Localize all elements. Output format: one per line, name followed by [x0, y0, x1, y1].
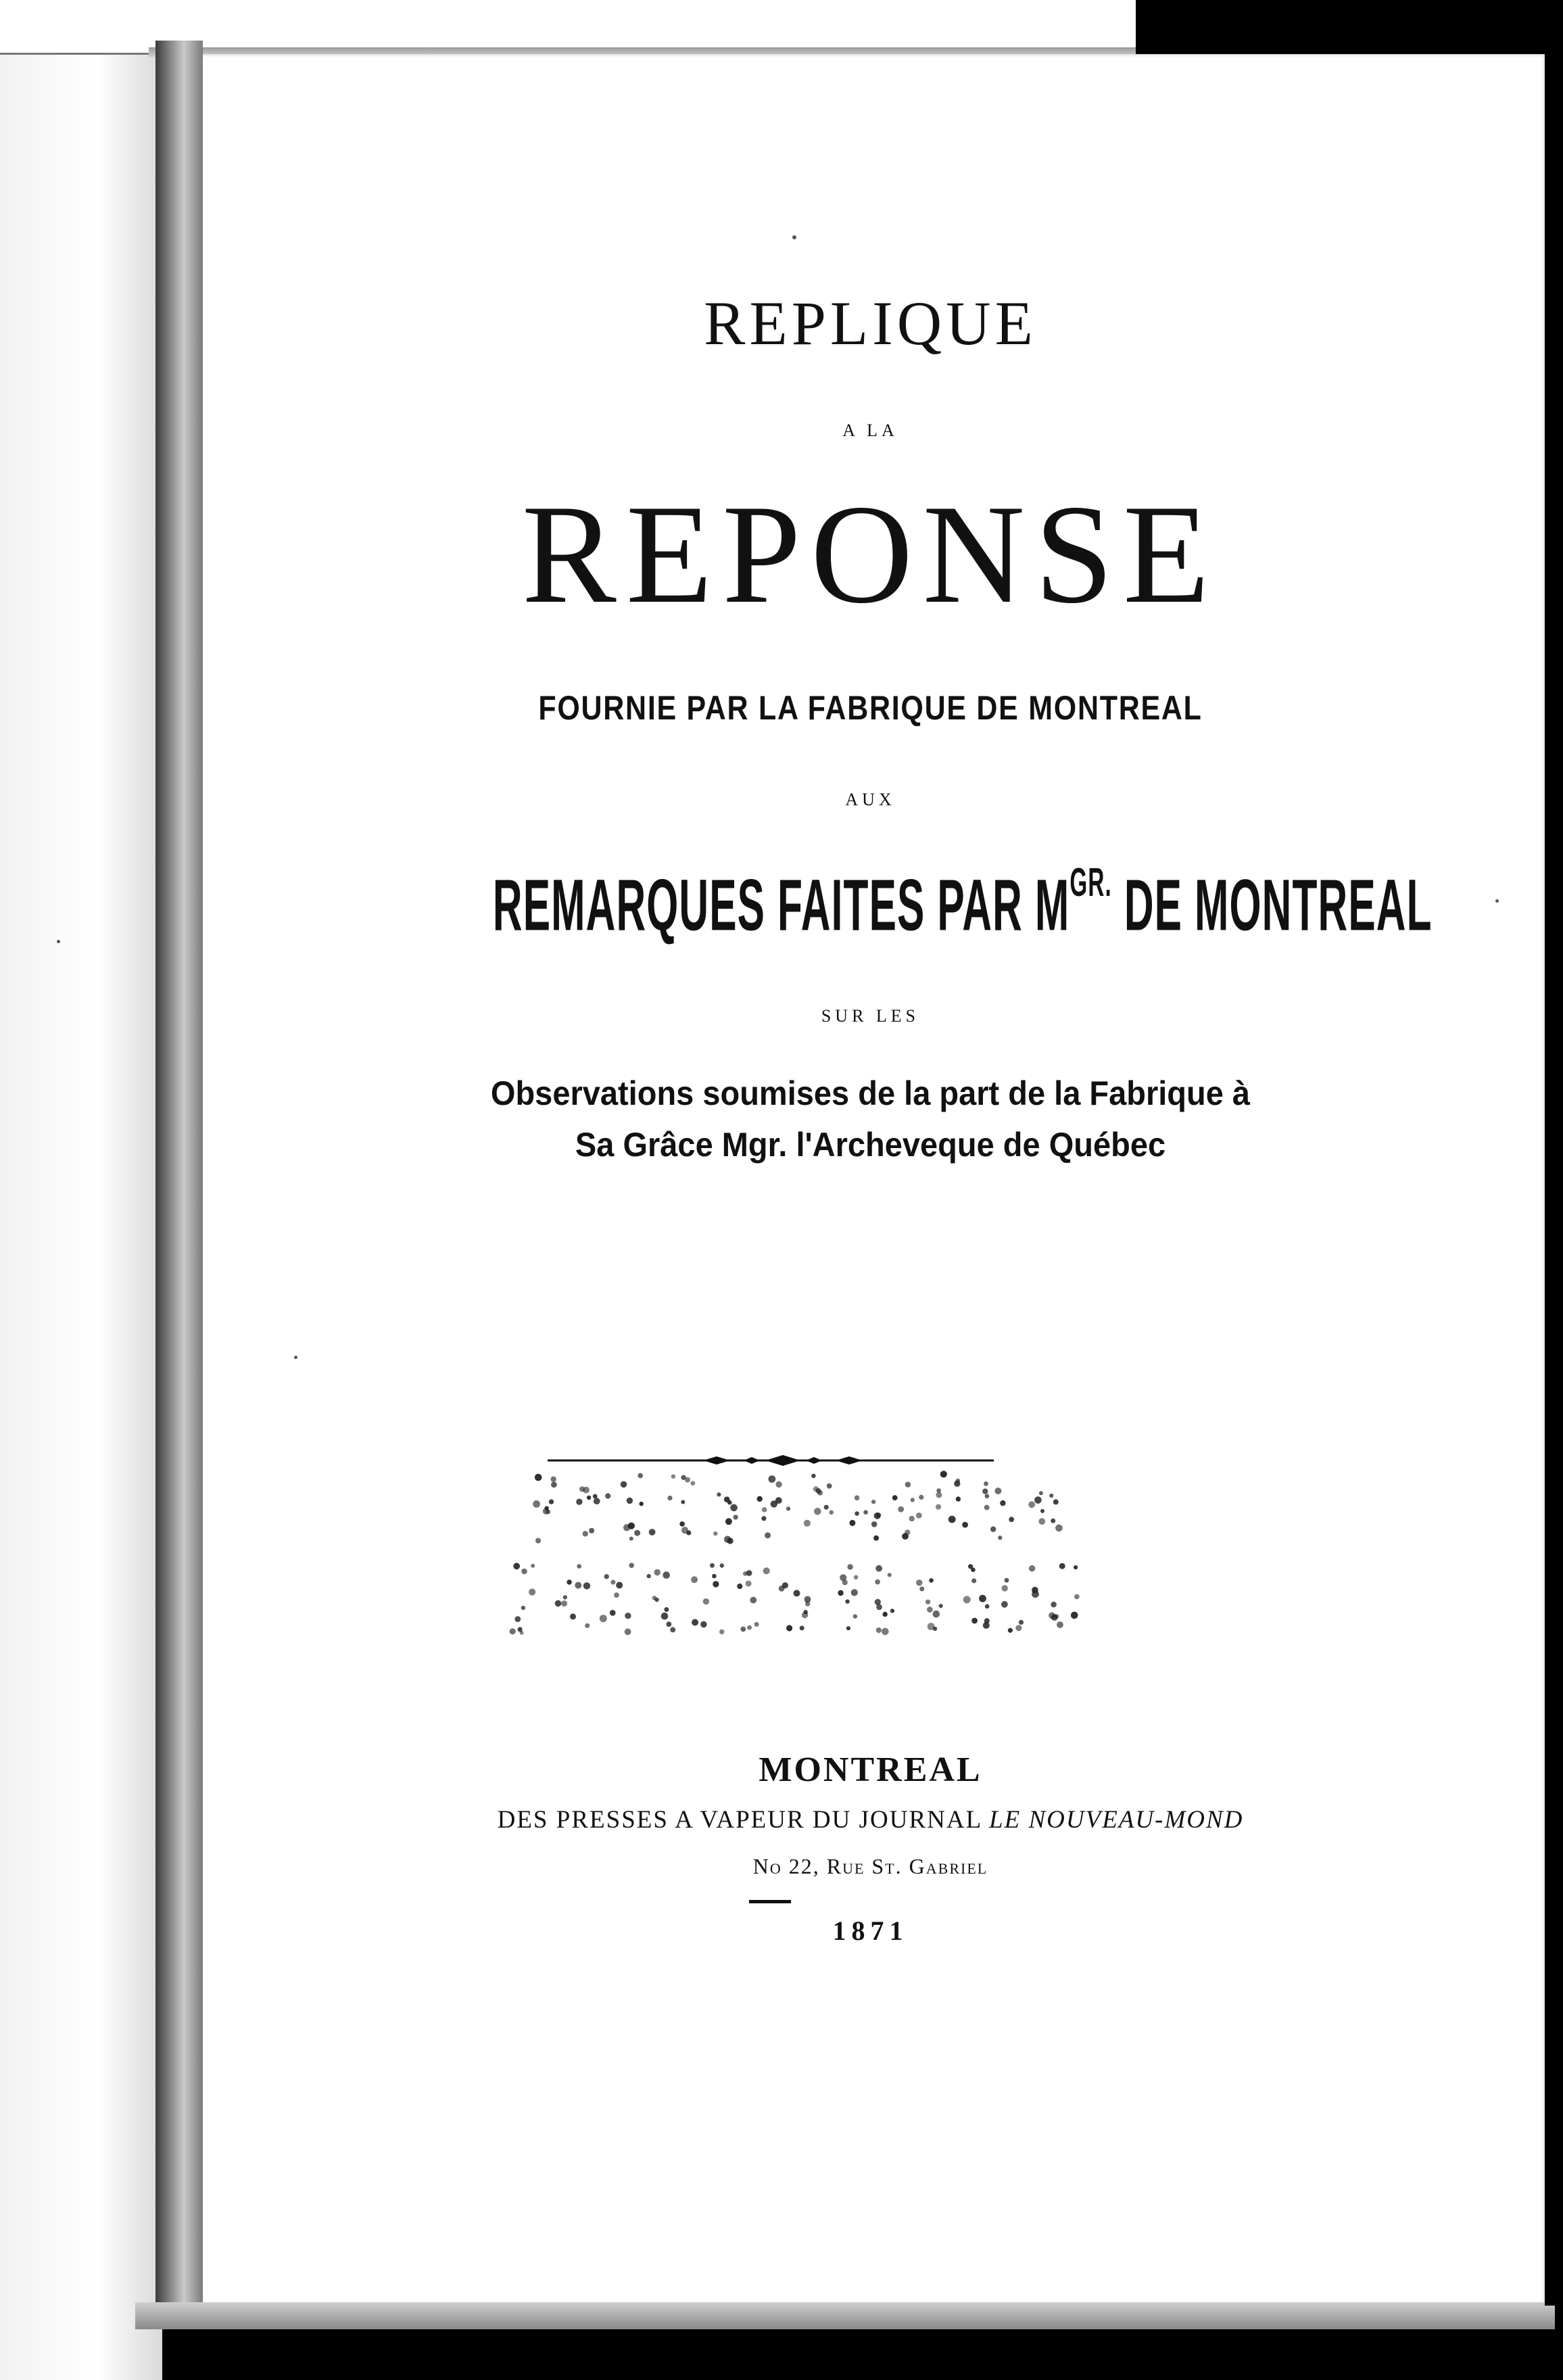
stamp-perforation-dot — [664, 1607, 669, 1612]
stamp-perforation-dot — [583, 1531, 588, 1536]
stamp-perforation-dot — [936, 1504, 941, 1510]
stamp-perforation-dot — [905, 1482, 911, 1488]
stamp-perforation-dot — [762, 1507, 767, 1513]
stamp-perforation-dot — [692, 1619, 698, 1626]
stamp-perforation-dot — [890, 1609, 894, 1613]
stamp-perforation-dot — [1000, 1500, 1005, 1506]
stamp-perforation-dot — [663, 1571, 670, 1579]
stamp-perforation-dot — [1001, 1601, 1008, 1608]
stamp-perforation-dot — [570, 1613, 576, 1619]
stamp-perforation-dot — [727, 1538, 734, 1544]
stamp-perforation-dot — [984, 1481, 988, 1486]
stamp-perforation-dot — [863, 1510, 868, 1515]
stamp-perforation-dot — [1053, 1499, 1059, 1504]
stamp-perforation-dot — [614, 1592, 619, 1598]
title-replique: REPLIQUE — [704, 289, 1037, 358]
stamp-perforation-dot — [827, 1483, 832, 1489]
stamp-perforation-dot — [640, 1502, 644, 1506]
stamp-perforation-dot — [671, 1475, 675, 1479]
stamp-perforation-dot — [954, 1481, 960, 1487]
stamp-perforation-dot — [719, 1629, 724, 1634]
stamp-perforation-dot — [720, 1563, 724, 1567]
stamp-perforation-dot — [985, 1604, 990, 1609]
stamp-perforation-dot — [533, 1500, 540, 1508]
stamp-perforation-dot — [994, 1488, 1001, 1494]
stamp-perforation-dot — [916, 1513, 922, 1519]
stamp-perforation-dot — [567, 1579, 572, 1585]
stamp-perforation-dot — [1051, 1602, 1057, 1608]
stamp-perforation-dot — [948, 1516, 956, 1523]
stamp-perforation-dot — [577, 1564, 581, 1569]
stamp-perforation-dot — [990, 1527, 996, 1532]
dust-speck — [792, 235, 796, 239]
stamp-perforation-dot — [929, 1578, 934, 1583]
stamp-perforation-dot — [1057, 1621, 1063, 1628]
stamp-perforation-dot — [979, 1595, 986, 1602]
stamp-perforation-dot — [691, 1576, 698, 1583]
stamp-perforation-dot — [936, 1488, 941, 1493]
stamp-perforation-dot — [968, 1564, 973, 1569]
imprint-press-prefix: DES PRESSES A VAPEUR DU JOURNAL — [497, 1806, 990, 1834]
stamp-perforation-dot — [727, 1500, 732, 1505]
stamp-perforation-dot — [681, 1500, 685, 1504]
stamp-perforation-dot — [531, 1564, 535, 1568]
stamp-perforation-dot — [875, 1599, 881, 1605]
stamp-perforation-dot — [521, 1569, 527, 1575]
stamp-perforation-dot — [888, 1573, 892, 1577]
stamp-perforation-dot — [871, 1500, 875, 1504]
stamp-perforation-dot — [667, 1621, 672, 1627]
title-reponse: REPONSE — [521, 476, 1220, 633]
stamp-perforation-dot — [691, 1481, 696, 1485]
stamp-perforation-dot — [882, 1628, 889, 1636]
stamp-perforation-dot — [1019, 1620, 1024, 1625]
stamp-perforation-dot — [520, 1631, 524, 1635]
stamp-perforation-dot — [855, 1496, 860, 1501]
stamp-perforation-dot — [627, 1498, 633, 1504]
stamp-perforation-dot — [1005, 1578, 1009, 1583]
stamp-perforation-dot — [983, 1622, 990, 1629]
stamp-perforation-dot — [654, 1569, 660, 1575]
dust-speck — [1495, 899, 1499, 903]
stamp-perforation-dot — [685, 1477, 690, 1483]
stamp-perforation-dot — [730, 1504, 738, 1512]
stamp-perforation-dot — [933, 1611, 940, 1618]
stamp-perforation-dot — [757, 1496, 763, 1502]
stamp-perforation-dot — [1049, 1494, 1053, 1498]
stamp-perforation-dot — [1059, 1563, 1065, 1569]
stamp-perforation-dot — [561, 1600, 567, 1606]
imprint-year: 1871 — [832, 1915, 909, 1946]
stamp-perforation-dot — [746, 1570, 752, 1576]
stamp-perforation-dot — [804, 1520, 811, 1527]
remarques-main-text: REMARQUES FAITES PAR M — [492, 863, 1070, 946]
stamp-perforation-dot — [604, 1574, 609, 1579]
stamp-perforation-dot — [971, 1578, 976, 1583]
stamp-perforation-dot — [804, 1596, 811, 1603]
stamp-perforation-dot — [725, 1518, 732, 1525]
stamp-perforation-dot — [782, 1582, 788, 1588]
stamp-perforation-dot — [551, 1477, 556, 1482]
stamp-perforation-dot — [605, 1493, 610, 1498]
stamp-perforation-dot — [1051, 1519, 1055, 1523]
stamp-perforation-dot — [1028, 1501, 1035, 1508]
stamp-perforation-dot — [855, 1511, 859, 1516]
stamp-perforation-dot — [849, 1520, 855, 1526]
dust-speck — [57, 940, 60, 943]
stamp-perforation-dot — [998, 1536, 1002, 1540]
stamp-perforation-dot — [747, 1625, 752, 1630]
perforated-library-stamp — [494, 1454, 1102, 1663]
stamp-perforation-dot — [814, 1508, 821, 1515]
stamp-perforation-dot — [713, 1531, 717, 1536]
stamp-perforation-dot — [984, 1505, 990, 1510]
stamp-perforation-dot — [652, 1596, 656, 1600]
stamp-perforation-dot — [576, 1499, 582, 1505]
title-remarques — [492, 859, 1433, 946]
stamp-perforation-dot — [1029, 1565, 1035, 1571]
stamp-perforation-dot — [875, 1565, 882, 1572]
stamp-perforation-dot — [845, 1599, 849, 1603]
stamp-perforation-dot — [681, 1527, 688, 1533]
stamp-perforation-dot — [700, 1621, 707, 1628]
stamp-perforation-dot — [717, 1492, 721, 1496]
stamp-perforation-dot — [616, 1582, 623, 1589]
stamp-perforation-dot — [794, 1590, 800, 1596]
stamp-perforation-dot — [851, 1589, 858, 1596]
left-page-edge — [0, 0, 162, 2380]
stamp-perforation-dot — [585, 1623, 590, 1628]
stamp-perforation-dot — [916, 1579, 922, 1586]
connector-a-la: A LA — [842, 421, 898, 440]
stamp-perforation-dot — [1015, 1625, 1021, 1631]
stamp-perforation-dot — [940, 1471, 947, 1477]
stamp-perforation-dot — [514, 1616, 521, 1622]
stamp-perforation-dot — [600, 1615, 607, 1622]
stamp-perforation-dot — [510, 1628, 516, 1634]
stamp-perforation-dot — [625, 1613, 631, 1619]
stamp-perforation-dot — [933, 1627, 937, 1631]
stamp-perforation-dot — [638, 1473, 643, 1479]
stamp-perforation-dot — [670, 1627, 675, 1632]
stamp-perforation-dot — [892, 1495, 898, 1500]
stamp-perforation-dot — [1034, 1496, 1042, 1504]
stamp-perforation-dot — [898, 1506, 904, 1513]
stamp-perforation-dot — [521, 1606, 525, 1610]
stamp-perforation-dot — [629, 1537, 633, 1541]
stamp-perforation-dot — [710, 1563, 715, 1568]
stamp-perforation-dot — [623, 1524, 630, 1531]
stamp-perforation-dot — [587, 1496, 591, 1500]
right-scan-border — [1545, 54, 1563, 2306]
stamp-perforation-dot — [737, 1584, 742, 1589]
stamp-perforation-dot — [667, 1496, 672, 1500]
stamp-perforation-dot — [838, 1590, 843, 1596]
stamp-perforation-dot — [649, 1529, 656, 1536]
stamp-perforation-dot — [817, 1490, 823, 1496]
stamp-perforation-dot — [927, 1606, 933, 1613]
stamp-perforation-dot — [594, 1498, 600, 1504]
observations-line-1: Observations soumises de la part de la Fabrique à — [490, 1074, 1251, 1112]
stamp-perforation-dot — [535, 1538, 541, 1544]
stamp-perforation-dot — [555, 1600, 562, 1607]
stamp-perforation-dot — [746, 1581, 752, 1587]
stamp-perforation-dot — [549, 1499, 554, 1504]
stamp-perforation-dot — [876, 1513, 882, 1518]
stamp-perforation-dot — [765, 1532, 771, 1538]
stamp-perforation-dot — [634, 1530, 640, 1536]
stamp-perforation-dot — [1039, 1491, 1043, 1495]
stamp-perforation-dot — [1074, 1594, 1080, 1600]
book-spine-shadow — [155, 41, 203, 2306]
stamp-perforation-dot — [610, 1610, 616, 1616]
stamp-perforation-dot — [551, 1481, 557, 1488]
stamp-perforation-dot — [871, 1521, 877, 1527]
stamp-perforation-dot — [936, 1492, 942, 1498]
stamp-perforation-dot — [775, 1481, 781, 1488]
stamp-perforation-dot — [713, 1581, 719, 1587]
stamp-perforation-dot — [621, 1481, 627, 1488]
stamp-perforation-dot — [876, 1627, 882, 1633]
stamp-perforation-dot — [883, 1612, 888, 1617]
stamp-perforation-dot — [1071, 1612, 1078, 1619]
stamp-perforation-dot — [1009, 1517, 1014, 1522]
stamp-perforation-dot — [962, 1522, 968, 1528]
stamp-perforation-dot — [971, 1618, 978, 1624]
stamp-perforation-dot — [909, 1516, 915, 1521]
stamp-perforation-dot — [982, 1489, 988, 1494]
stamp-perforation-dot — [750, 1597, 756, 1604]
stamp-perforation-dot — [769, 1475, 776, 1483]
stamp-perforation-dot — [1040, 1509, 1044, 1513]
stamp-perforation-dot — [854, 1575, 859, 1580]
stamp-perforation-dot — [761, 1516, 766, 1521]
bottom-page-edge — [135, 2302, 1555, 2329]
stamp-perforation-dot — [873, 1536, 879, 1541]
stamp-perforation-dot — [661, 1613, 669, 1620]
imprint-press — [196, 1805, 1545, 1834]
stamp-perforation-dot — [733, 1515, 738, 1519]
stamp-perforation-dot — [575, 1582, 581, 1589]
stamp-perforation-dot — [610, 1580, 615, 1585]
stamp-perforation-dot — [563, 1595, 567, 1599]
imprint-city: MONTREAL — [759, 1751, 982, 1789]
stamp-perforation-dot — [629, 1563, 634, 1568]
stamp-perforation-dot — [679, 1521, 685, 1527]
stamp-perforation-dot — [919, 1587, 924, 1592]
stamp-perforation-dot — [802, 1612, 808, 1618]
stamp-perforation-dot — [763, 1567, 770, 1574]
imprint-address: No 22, Rue St. Gabriel — [752, 1854, 988, 1878]
stamp-perforation-dot — [875, 1579, 880, 1585]
imprint-publication-name: LE NOUVEAU-MOND — [989, 1806, 1244, 1834]
stamp-perforation-dot — [905, 1529, 910, 1535]
stamp-perforation-dot — [1049, 1612, 1055, 1619]
stamp-perforation-dot — [1002, 1585, 1008, 1591]
stamp-perforation-dot — [543, 1508, 549, 1514]
stamp-perforation-dot — [813, 1486, 819, 1492]
remarques-superscript: GR. — [1069, 859, 1112, 905]
stamp-perforation-dot — [771, 1500, 777, 1507]
stamp-perforation-dot — [846, 1626, 850, 1630]
stamp-perforation-dot — [1008, 1628, 1013, 1633]
stamp-perforation-dot — [829, 1510, 834, 1515]
observations-line-2: Sa Grâce Mgr. l'Archeveque de Québec — [575, 1126, 1166, 1164]
stamp-perforation-dot — [703, 1598, 709, 1604]
stamp-perforation-dot — [513, 1563, 520, 1569]
stamp-perforation-dot — [583, 1487, 590, 1494]
dust-speck — [294, 1356, 297, 1359]
stamp-perforation-dot — [529, 1589, 535, 1596]
stamp-perforation-dot — [800, 1625, 804, 1630]
stamp-perforation-dot — [1055, 1525, 1063, 1532]
stamp-perforation-dot — [1038, 1518, 1045, 1525]
stamp-perforation-dot — [853, 1614, 857, 1618]
stamp-perforation-dot — [589, 1528, 594, 1533]
stamp-perforation-dot — [1074, 1565, 1078, 1569]
stamp-perforation-dot — [925, 1600, 930, 1604]
stamp-perforation-dot — [754, 1622, 759, 1627]
stamp-perforation-dot — [824, 1505, 829, 1510]
connector-aux: AUX — [845, 790, 896, 809]
stamp-perforation-dot — [786, 1506, 790, 1510]
stamp-perforation-dot — [847, 1564, 852, 1569]
stamp-perforation-dot — [625, 1629, 631, 1636]
stamp-dots — [510, 1471, 1080, 1635]
imprint-rule — [749, 1900, 791, 1903]
stamp-perforation-dot — [919, 1495, 923, 1500]
stamp-perforation-dot — [583, 1582, 590, 1589]
stamp-perforation-dot — [956, 1496, 961, 1501]
stamp-perforation-dot — [535, 1474, 542, 1481]
connector-sur-les: SUR LES — [821, 1006, 920, 1026]
title-page — [196, 54, 1545, 2306]
stamp-perforation-dot — [647, 1574, 651, 1578]
stamp-perforation-dot — [1032, 1590, 1039, 1598]
stamp-perforation-dot — [740, 1627, 746, 1632]
stamp-perforation-dot — [786, 1625, 792, 1631]
subtitle-fournie: FOURNIE PAR LA FABRIQUE DE MONTREAL — [538, 689, 1203, 727]
stamp-perforation-dot — [712, 1574, 717, 1579]
stamp-perforation-dot — [811, 1474, 815, 1478]
stamp-perforation-dot — [985, 1494, 990, 1499]
stamp-perforation-dot — [963, 1596, 971, 1603]
stamp-perforation-dot — [939, 1604, 943, 1608]
stamp-perforation-dot — [842, 1579, 848, 1585]
remarques-end-text: DE MONTREAL — [1111, 863, 1433, 946]
stamp-perforation-dot — [911, 1498, 915, 1502]
